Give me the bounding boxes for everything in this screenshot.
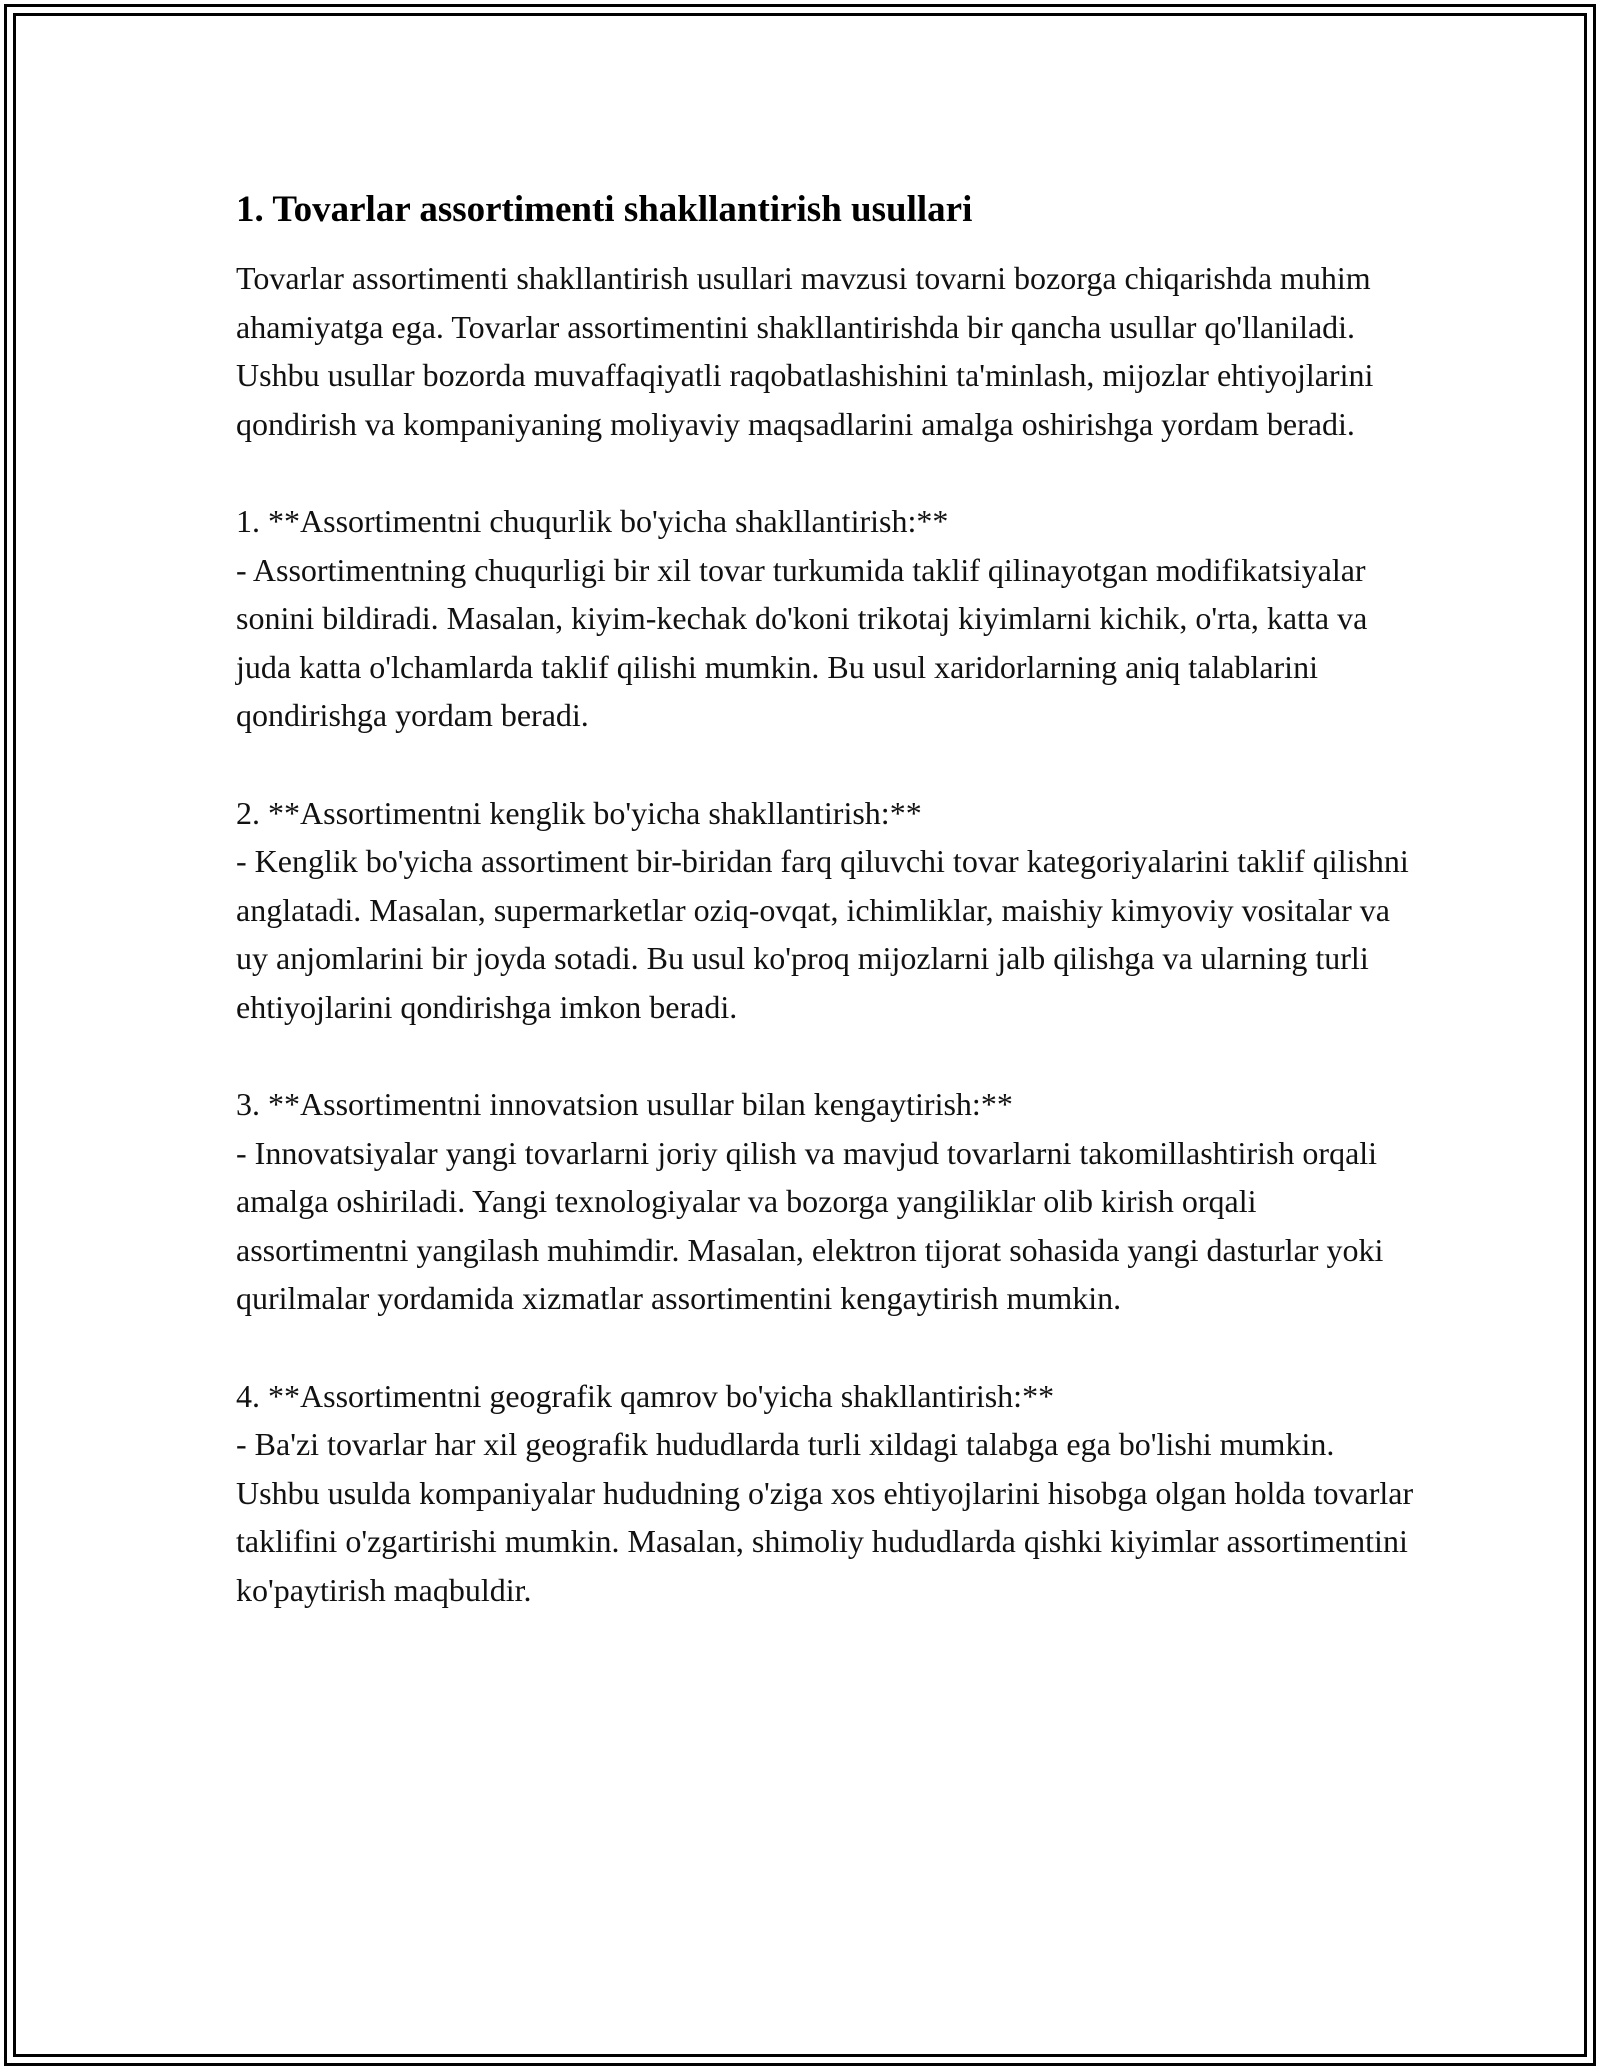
section-title: 2. **Assortimentni kenglik bo'yicha shakllantirish:** bbox=[236, 794, 922, 831]
section-title: 4. **Assortimentni geografik qamrov bo'yicha shakllantirish:** bbox=[236, 1377, 1055, 1414]
section-innovation bbox=[236, 1080, 1416, 1323]
intro-paragraph: Tovarlar assortimenti shakllantirish usullari mavzusi tovarni bozorga chiqarishda muhim ahamiyatga ega. Tovarlar assortimentini shakllantirishda bir qancha usullar qo'llaniladi. Ushbu usullar bozorda muvaffaqiyatli raqobatlashishini ta'minlash, mijozlar ehtiyojlarini qondirish va kompaniyaning moliyaviy maqsadlarini amalga oshirishga yordam beradi. bbox=[236, 260, 1374, 442]
document-content bbox=[236, 186, 1416, 1614]
section-body: - Ba'zi tovarlar har xil geografik hududlarda turli xildagi talabga ega bo'lishi mumkin. Ushbu usulda kompaniyalar hududning o'ziga xos ehtiyojlarini hisobga olgan holda tovarlar taklifini o'zgartirishi mumkin. Masalan, shimoliy hududlarda qishki kiyimlar assortimentini ko'paytirish maqbuldir. bbox=[236, 1426, 1414, 1608]
section-title: 3. **Assortimentni innovatsion usullar bilan kengaytirish:** bbox=[236, 1086, 1013, 1122]
section-width bbox=[236, 789, 1416, 1032]
section-title: 1. **Assortimentni chuqurlik bo'yicha shakllantirish:** bbox=[236, 503, 949, 539]
document-heading: 1. Tovarlar assortimenti shakllantirish usullari bbox=[236, 189, 973, 230]
section-body: - Innovatsiyalar yangi tovarlarni joriy qilish va mavjud tovarlarni takomillashtirish orqali amalga oshiriladi. Yangi texnologiyalar va bozorga yangiliklar olib kirish orqali assortimentni yangilash muhimdir. Masalan, elektron tijorat sohasida yangi dasturlar yoki qurilmalar yordamida xizmatlar assortimentini kengaytirish mumkin. bbox=[236, 1134, 1384, 1316]
section-body: - Kenglik bo'yicha assortiment bir-biridan farq qiluvchi tovar kategoriyalarini taklif qilishni anglatadi. Masalan, supermarketlar oziq-ovqat, ichimliklar, maishiy kimyoviy vositalar va uy anjomlarini bir joyda sotadi. Bu usul ko'proq mijozlarni jalb qilishga va ularning turli ehtiyojlarini qondirishga imkon beradi. bbox=[236, 843, 1409, 1025]
section-body: - Assortimentning chuqurligi bir xil tovar turkumida taklif qilinayotgan modifikatsiyalar sonini bildiradi. Masalan, kiyim-kechak do'koni trikotaj kiyimlarni kichik, o'rta, katta va juda katta o'lchamlarda taklif qilishi mumkin. Bu usul xaridorlarning aniq talablarini qondirishga yordam beradi. bbox=[236, 551, 1368, 733]
section-depth bbox=[236, 497, 1416, 740]
section-geography bbox=[236, 1372, 1416, 1615]
